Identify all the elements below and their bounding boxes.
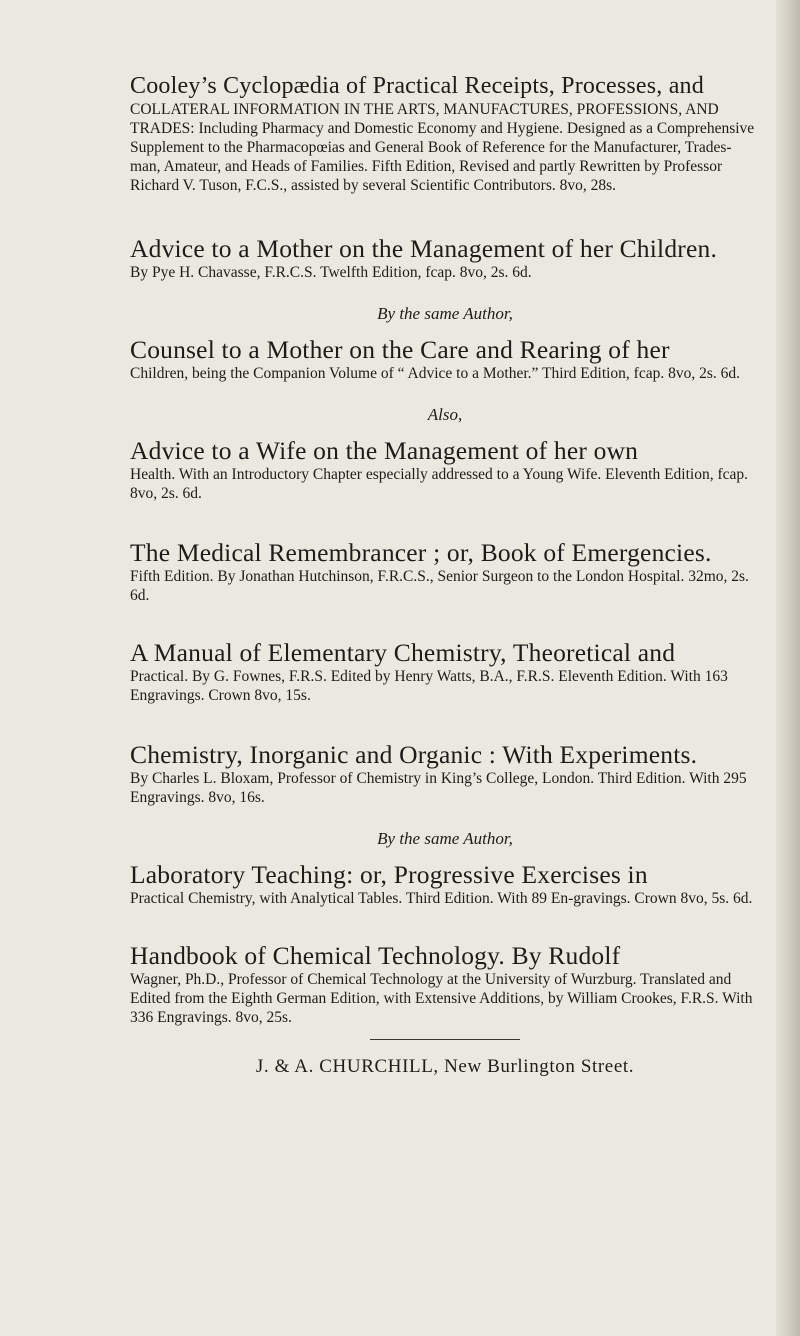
entry-advice-to-mother: [130, 235, 760, 282]
entry-advice-to-wife: [130, 437, 760, 503]
entry-description: COLLATERAL INFORMATION IN THE ARTS, MANUFACTURES, PROFESSIONS, AND TRADES: Including Pharmacy and Domestic Economy and Hygiene. Designed as a Comprehensive Supplement to the Pharmacopœias and General Book of Reference for the Manufacturer, Trades-man, Amateur, and Heads of Families. Fifth Edition, Revised and partly Rewritten by Professor Richard V. Tuson, F.C.S., assisted by several Scientific Contributors. 8vo, 28s.: [130, 101, 755, 194]
separator-same-author: By the same Author,: [377, 304, 513, 323]
divider-rule: [370, 1039, 520, 1040]
entry-counsel-to-mother: [130, 336, 760, 383]
separator-same-author: By the same Author,: [377, 829, 513, 848]
entry-title: Cooley’s Cyclopædia of Practical Receipts, Processes, and: [130, 73, 704, 99]
entry-title: A Manual of Elementary Chemistry, Theoretical and: [130, 638, 676, 667]
entry-title: Counsel to a Mother on the Care and Rearing of her: [130, 335, 670, 364]
entry-manual-elementary-chemistry: [130, 639, 760, 705]
entry-description: By Pye H. Chavasse, F.R.C.S. Twelfth Edition, fcap. 8vo, 2s. 6d.: [130, 264, 532, 281]
separator-also: Also,: [427, 405, 463, 424]
entry-description: Practical. By G. Fownes, F.R.S. Edited by Henry Watts, B.A., F.R.S. Eleventh Edition. With 163 Engravings. Crown 8vo, 15s.: [130, 668, 728, 704]
entry-title: Chemistry, Inorganic and Organic : With Experiments.: [130, 740, 698, 769]
entry-description: By Charles L. Bloxam, Professor of Chemistry in King’s College, London. Third Edition. With 295 Engravings. 8vo, 16s.: [130, 770, 747, 806]
entry-description: Health. With an Introductory Chapter especially addressed to a Young Wife. Eleventh Edition, fcap. 8vo, 2s. 6d.: [130, 466, 749, 502]
entry-title: Laboratory Teaching: or, Progressive Exercises in: [130, 860, 648, 889]
entry-title: Advice to a Mother on the Management of her Children.: [130, 234, 718, 263]
entry-title: Handbook of Chemical Technology. By Rudolf: [130, 941, 621, 970]
entry-description: Fifth Edition. By Jonathan Hutchinson, F.R.C.S., Senior Surgeon to the London Hospital. 32mo, 2s. 6d.: [130, 568, 749, 604]
entry-title: The Medical Remembrancer ; or, Book of Emergencies.: [130, 538, 712, 567]
entry-description: Wagner, Ph.D., Professor of Chemical Technology at the University of Wurzburg. Translated and Edited from the Eighth German Edition, with Extensive Additions, by William Crookes, F.R.S. With 336 Engravings. 8vo, 25s.: [130, 971, 753, 1026]
entry-title: Advice to a Wife on the Management of her own: [130, 436, 639, 465]
entry-laboratory-teaching: [130, 861, 760, 908]
entry-medical-remembrancer: [130, 539, 760, 605]
catalogue-page: [130, 72, 760, 1078]
entry-description: Children, being the Companion Volume of “ Advice to a Mother.” Third Edition, fcap. 8vo, 2s. 6d.: [130, 365, 741, 382]
entry-description: Practical Chemistry, with Analytical Tables. Third Edition. With 89 En-gravings. Crown 8vo, 5s. 6d.: [130, 890, 753, 907]
entry-cooley-cyclopaedia: [130, 72, 760, 195]
entry-chemistry-inorganic-organic: [130, 741, 760, 807]
publisher-imprint: J. & A. CHURCHILL, New Burlington Street.: [255, 1056, 635, 1077]
entry-chemical-technology: [130, 942, 760, 1027]
